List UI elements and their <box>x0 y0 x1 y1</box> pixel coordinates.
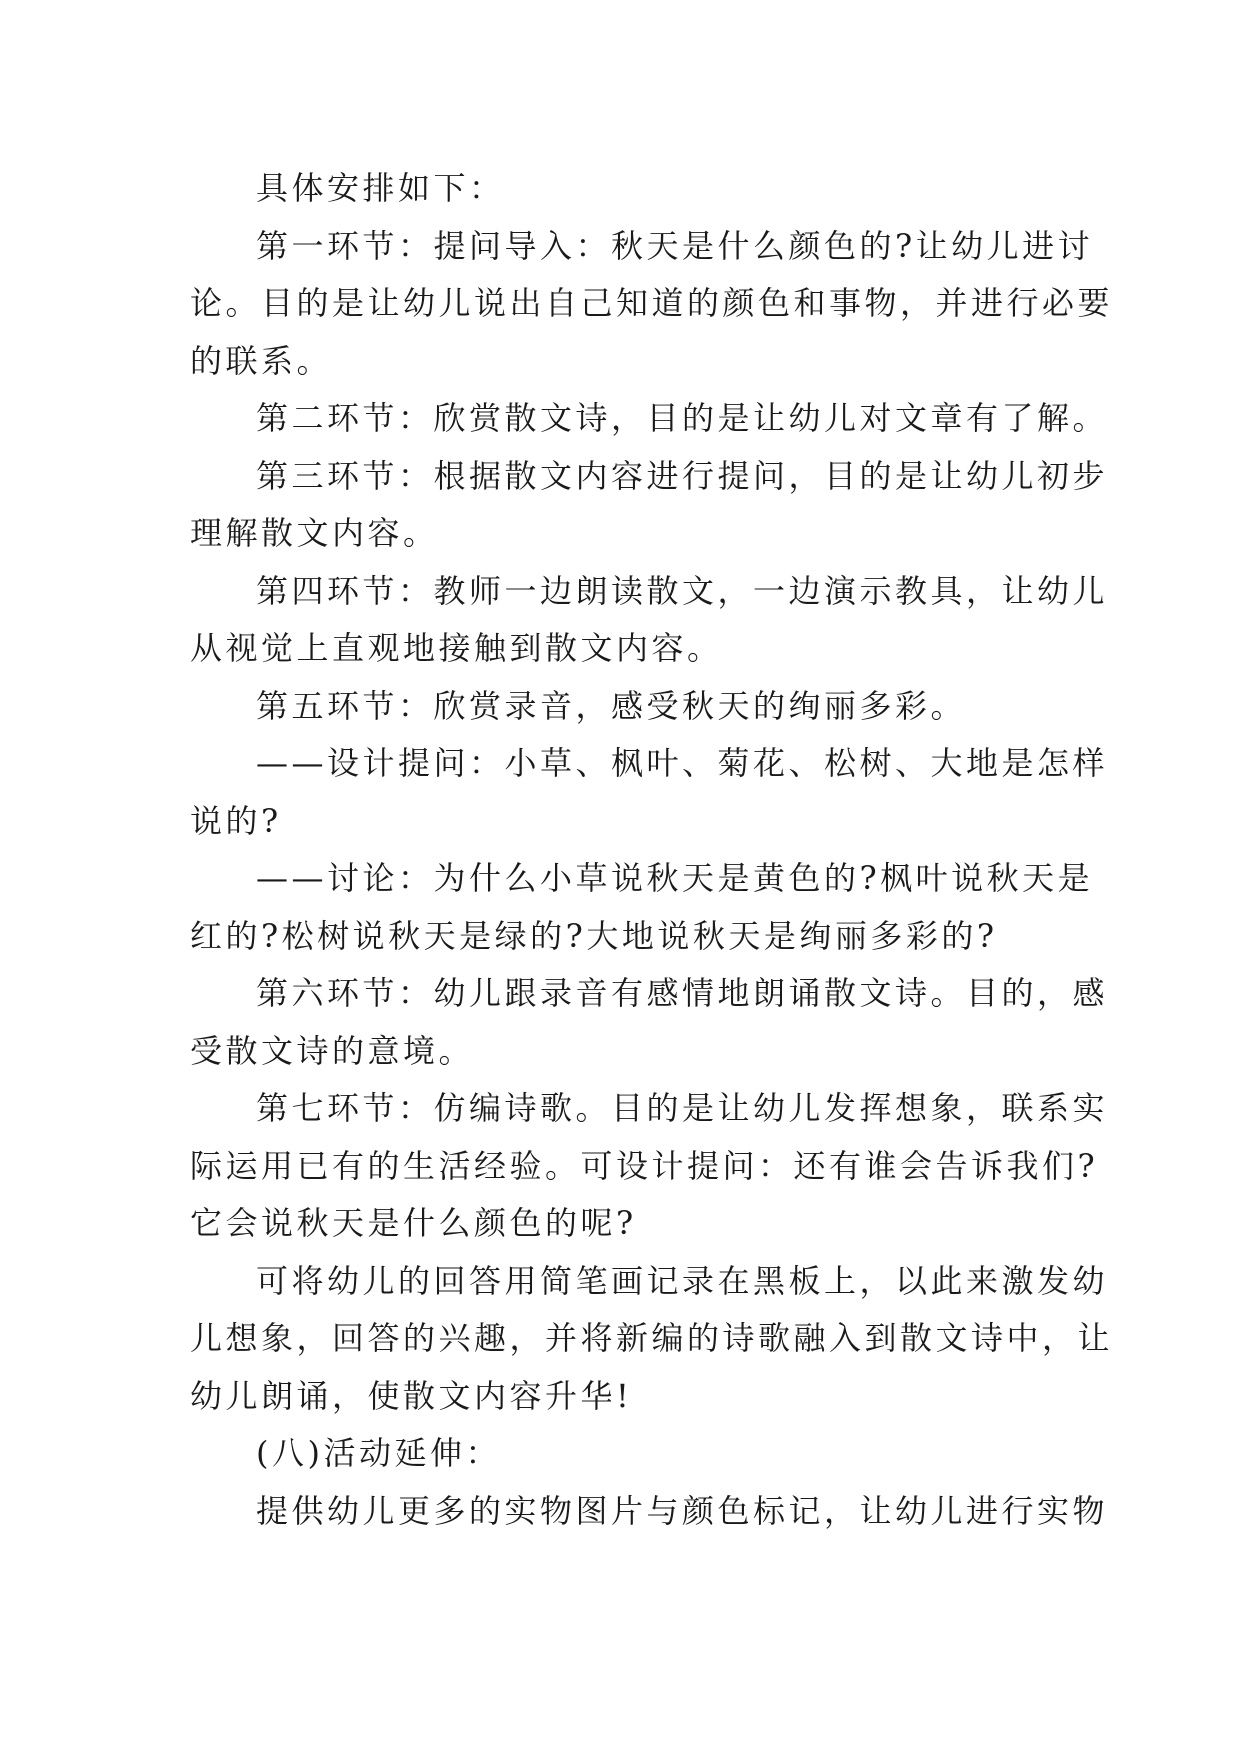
paragraph-step-4 <box>190 563 1109 678</box>
text-line: 的联系。 <box>190 341 333 380</box>
text-line: 际运用已有的生活经验。可设计提问：还有谁会告诉我们? <box>190 1146 1099 1185</box>
text-line: 受散文诗的意境。 <box>190 1031 475 1070</box>
text-line: 理解散文内容。 <box>190 514 439 552</box>
text-line: 论。目的是让幼儿说出自己知道的颜色和事物，并进行必要 <box>190 284 1114 322</box>
text-line: 第六环节：幼儿跟录音有感情地朗诵散文诗。目的，感 <box>256 974 1109 1012</box>
paragraph-step-7 <box>190 1080 1109 1253</box>
paragraph-extension <box>190 1483 1109 1541</box>
paragraph-design-question <box>190 735 1109 850</box>
text-line: 第五环节：欣赏录音，感受秋天的绚丽多彩。 <box>256 686 967 725</box>
text-line: 第一环节：提问导入：秋天是什么颜色的?让幼儿进讨 <box>256 226 1094 265</box>
text-line: (八)活动延伸： <box>256 1434 501 1472</box>
paragraph-step-3 <box>190 448 1109 563</box>
paragraph-discussion <box>190 850 1094 965</box>
paragraph-extension-heading <box>190 1425 1060 1483</box>
paragraph-step-2 <box>190 390 1109 448</box>
paragraph-step-6 <box>190 965 1109 1080</box>
text-line: 它会说秋天是什么颜色的呢? <box>190 1204 637 1242</box>
text-line: 红的?松树说秋天是绿的?大地说秋天是绚丽多彩的? <box>190 916 998 955</box>
text-line: 第四环节：教师一边朗读散文，一边演示教具，让幼儿 <box>256 571 1109 610</box>
document-body <box>190 160 1114 1540</box>
paragraph-step-1 <box>190 218 1114 391</box>
text-line: ——讨论：为什么小草说秋天是黄色的?枫叶说秋天是 <box>256 859 1094 897</box>
text-line: 可将幼儿的回答用简笔画记录在黑板上，以此来激发幼 <box>256 1261 1109 1300</box>
text-line: 说的? <box>190 801 282 840</box>
text-line: 第三环节：根据散文内容进行提问，目的是让幼儿初步 <box>256 456 1109 495</box>
text-line: 具体安排如下： <box>256 169 505 207</box>
text-line: ——设计提问：小草、枫叶、菊花、松树、大地是怎样 <box>256 744 1109 782</box>
text-line: 从视觉上直观地接触到散文内容。 <box>190 629 723 667</box>
text-line: 幼儿朗诵，使散文内容升华! <box>190 1376 633 1415</box>
text-line: 第二环节：欣赏散文诗，目的是让幼儿对文章有了解。 <box>256 399 1109 437</box>
paragraph-step-5 <box>190 678 1060 736</box>
text-line: 第七环节：仿编诗歌。目的是让幼儿发挥想象，联系实 <box>256 1089 1109 1127</box>
paragraph-blackboard <box>190 1253 1114 1426</box>
text-line: 提供幼儿更多的实物图片与颜色标记，让幼儿进行实物 <box>256 1491 1109 1530</box>
paragraph-intro <box>190 160 1060 218</box>
text-line: 儿想象，回答的兴趣，并将新编的诗歌融入到散文诗中，让 <box>190 1319 1114 1357</box>
